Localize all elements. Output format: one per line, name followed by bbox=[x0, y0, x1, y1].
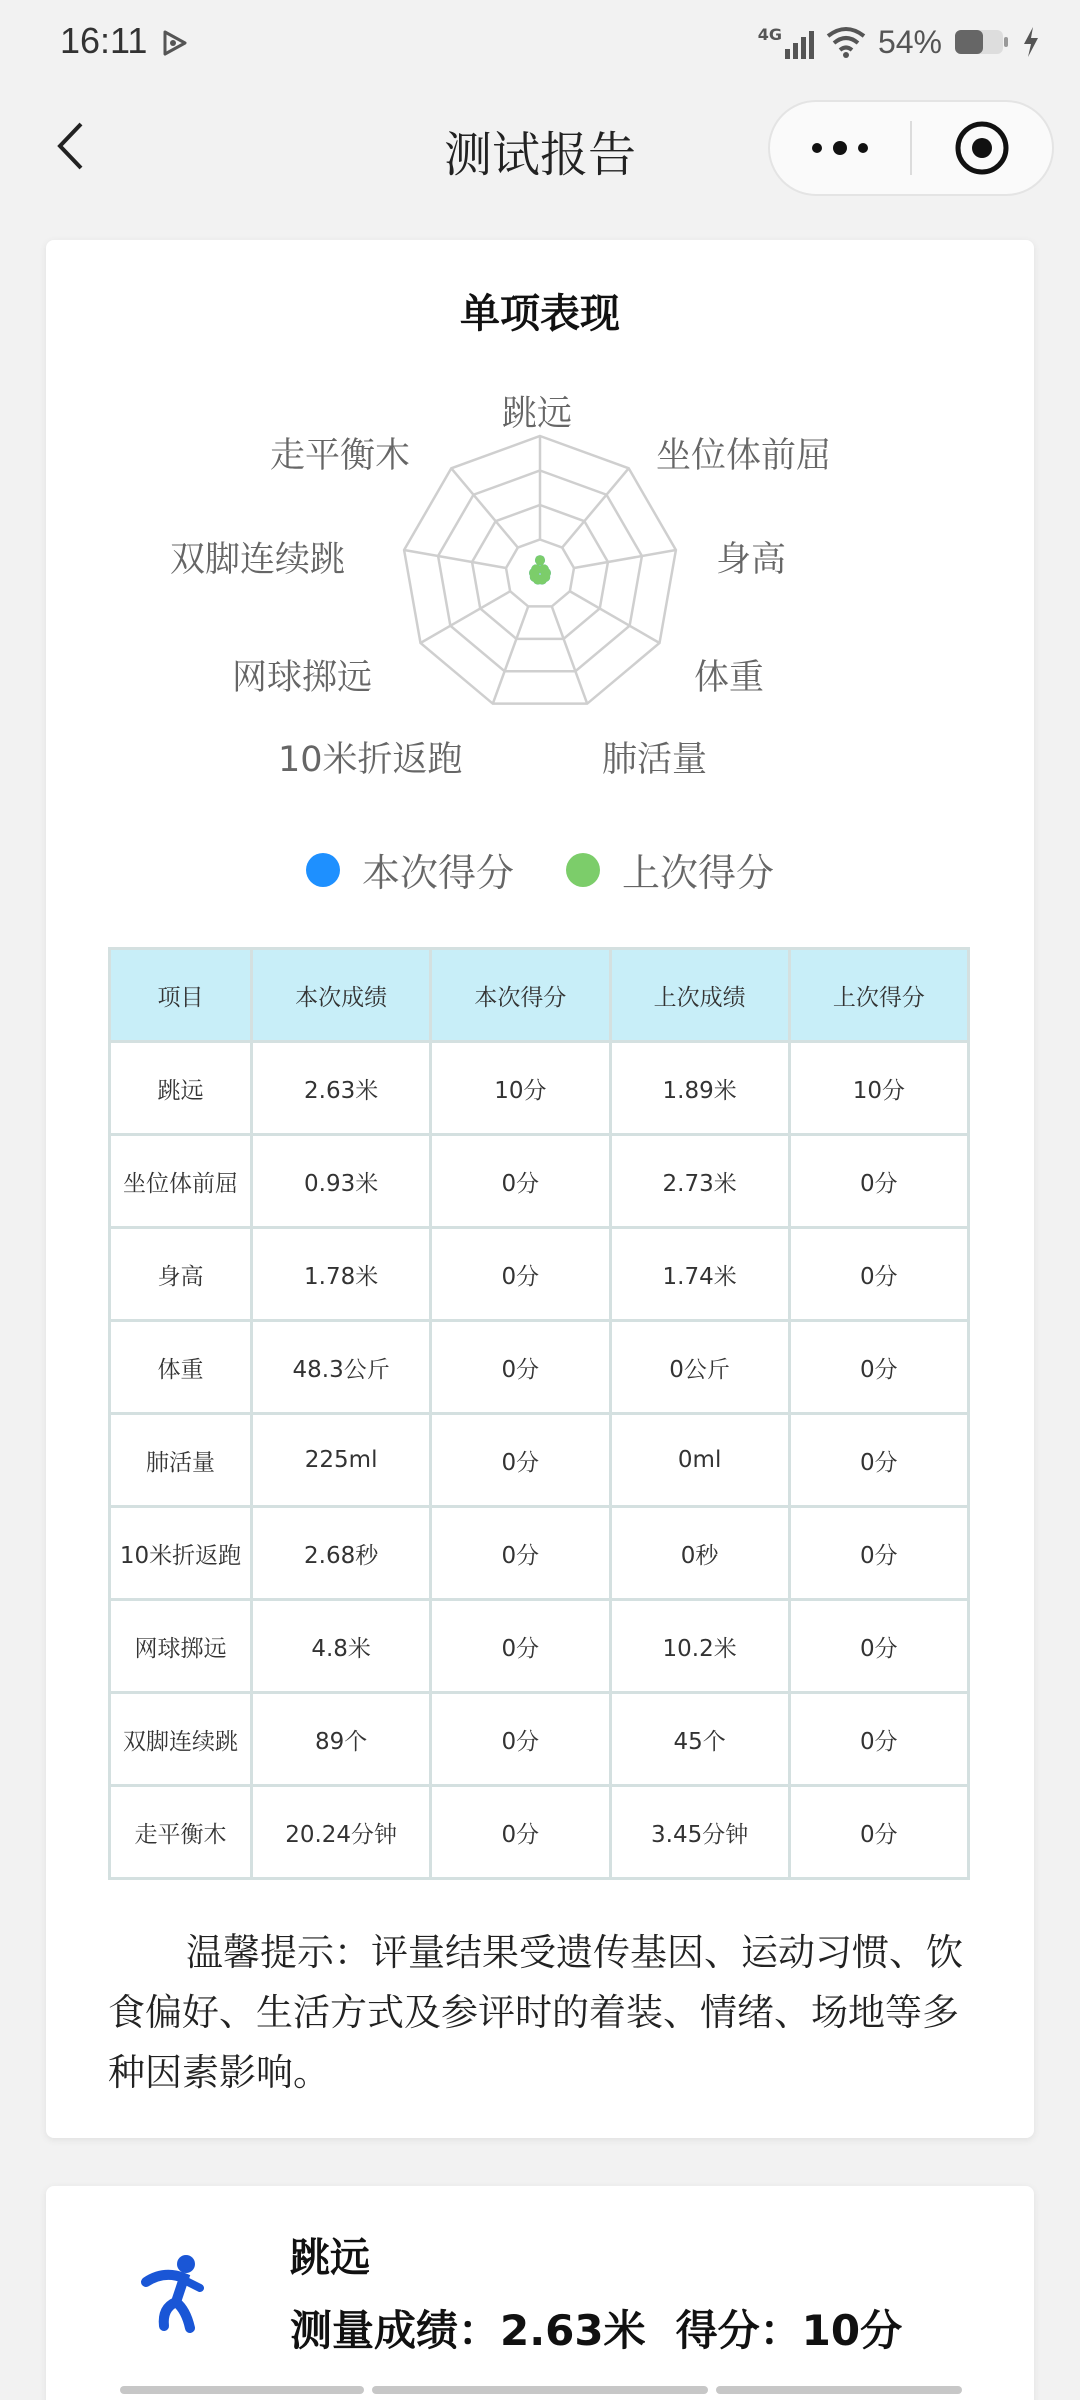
table-cell: 体重 bbox=[110, 1321, 252, 1414]
table-row bbox=[110, 1507, 969, 1600]
table-cell: 0分 bbox=[789, 1507, 968, 1600]
radar-axis bbox=[451, 468, 518, 547]
network-icon bbox=[758, 25, 814, 59]
table-cell: 双脚连续跳 bbox=[110, 1693, 252, 1786]
radar-label: 网球掷远 bbox=[232, 658, 373, 698]
table-cell: 10米折返跑 bbox=[110, 1507, 252, 1600]
table-cell: 45个 bbox=[610, 1693, 789, 1786]
legend-dot-blue bbox=[306, 853, 340, 887]
progress-segment bbox=[372, 2386, 708, 2394]
network-type: 4G bbox=[757, 25, 782, 44]
table-header-row bbox=[110, 949, 969, 1042]
table-cell: 0分 bbox=[431, 1135, 610, 1228]
radar-axis bbox=[574, 550, 676, 568]
radar-axis bbox=[570, 591, 660, 643]
table-cell: 2.68秒 bbox=[252, 1507, 431, 1600]
result-label: 测量成绩：2.63米 bbox=[290, 2306, 646, 2355]
legend-current[interactable] bbox=[306, 842, 514, 897]
performance-card bbox=[46, 240, 1034, 2138]
close-miniprogram-button[interactable] bbox=[912, 100, 1052, 196]
battery-percent: 54% bbox=[877, 23, 942, 60]
radar-axis bbox=[493, 606, 528, 703]
charging-icon bbox=[1022, 26, 1040, 58]
nav-bar bbox=[0, 86, 1080, 212]
wifi-icon bbox=[826, 26, 866, 58]
table-cell: 2.63米 bbox=[252, 1042, 431, 1135]
battery-icon bbox=[954, 27, 1010, 57]
table-cell: 3.45分钟 bbox=[610, 1786, 789, 1879]
progress-segment bbox=[716, 2386, 962, 2394]
radar-axis bbox=[562, 468, 629, 547]
radar-label: 坐位体前屈 bbox=[656, 436, 832, 476]
score-table bbox=[108, 947, 970, 1880]
table-cell: 225ml bbox=[252, 1414, 431, 1507]
table-cell: 0分 bbox=[789, 1786, 968, 1879]
radar-point bbox=[531, 564, 541, 574]
radar-label: 体重 bbox=[694, 658, 765, 698]
table-cell: 0分 bbox=[431, 1228, 610, 1321]
item-detail-card[interactable] bbox=[46, 2186, 1034, 2400]
table-cell: 跳远 bbox=[110, 1042, 252, 1135]
table-header: 上次成绩 bbox=[610, 949, 789, 1042]
card-title: 单项表现 bbox=[460, 291, 620, 337]
radar-label: 10米折返跑 bbox=[278, 740, 463, 780]
radar-label: 跳远 bbox=[502, 394, 573, 434]
table-header: 上次得分 bbox=[789, 949, 968, 1042]
table-row bbox=[110, 1135, 969, 1228]
table-cell: 0ml bbox=[610, 1414, 789, 1507]
table-cell: 1.89米 bbox=[610, 1042, 789, 1135]
table-cell: 0分 bbox=[789, 1228, 968, 1321]
radar-label: 身高 bbox=[716, 540, 787, 580]
table-cell: 89个 bbox=[252, 1693, 431, 1786]
table-cell: 0分 bbox=[789, 1135, 968, 1228]
table-cell: 网球掷远 bbox=[110, 1600, 252, 1693]
table-cell: 20.24分钟 bbox=[252, 1786, 431, 1879]
table-cell: 1.78米 bbox=[252, 1228, 431, 1321]
radar-point bbox=[535, 555, 545, 565]
table-cell: 10.2米 bbox=[610, 1600, 789, 1693]
legend-label: 上次得分 bbox=[622, 851, 775, 895]
item-name: 跳远 bbox=[290, 2235, 370, 2281]
legend-label: 本次得分 bbox=[361, 851, 514, 895]
item-result bbox=[290, 2298, 902, 2358]
page-title: 测试报告 bbox=[443, 127, 636, 183]
progress-segment bbox=[120, 2386, 364, 2394]
table-cell: 0分 bbox=[431, 1786, 610, 1879]
legend-previous[interactable] bbox=[566, 842, 774, 897]
radar-label: 肺活量 bbox=[602, 740, 708, 780]
table-cell: 坐位体前屈 bbox=[110, 1135, 252, 1228]
chart-legend bbox=[46, 842, 1034, 897]
tip-text: 温馨提示：评量结果受遗传基因、运动习惯、饮食偏好、生活方式及参评时的着装、情绪、场地等多种因素影响。 bbox=[108, 1931, 963, 2094]
table-header: 本次得分 bbox=[431, 949, 610, 1042]
status-time: 16:11 bbox=[60, 20, 148, 61]
radar-label: 走平衡木 bbox=[270, 436, 411, 476]
table-cell: 2.73米 bbox=[610, 1135, 789, 1228]
table-cell: 0分 bbox=[431, 1321, 610, 1414]
table-cell: 0分 bbox=[431, 1693, 610, 1786]
status-bar bbox=[0, 0, 1080, 86]
runner-icon bbox=[134, 2252, 214, 2342]
table-row bbox=[110, 1786, 969, 1879]
table-cell: 48.3公斤 bbox=[252, 1321, 431, 1414]
table-cell: 0秒 bbox=[610, 1507, 789, 1600]
mini-program-capsule bbox=[768, 100, 1054, 196]
table-row bbox=[110, 1693, 969, 1786]
table-row bbox=[110, 1321, 969, 1414]
table-cell: 0分 bbox=[431, 1414, 610, 1507]
table-cell: 1.74米 bbox=[610, 1228, 789, 1321]
table-cell: 0.93米 bbox=[252, 1135, 431, 1228]
table-row bbox=[110, 1042, 969, 1135]
table-cell: 10分 bbox=[431, 1042, 610, 1135]
table-row bbox=[110, 1600, 969, 1693]
table-cell: 0分 bbox=[431, 1507, 610, 1600]
radar-axis bbox=[404, 550, 506, 568]
legend-dot-green bbox=[566, 853, 600, 887]
play-icon bbox=[160, 28, 190, 58]
table-cell: 0分 bbox=[431, 1600, 610, 1693]
table-cell: 0分 bbox=[789, 1414, 968, 1507]
table-cell: 0分 bbox=[789, 1693, 968, 1786]
radar-label: 双脚连续跳 bbox=[170, 540, 346, 580]
table-cell: 0公斤 bbox=[610, 1321, 789, 1414]
target-icon bbox=[954, 120, 1010, 176]
table-cell: 4.8米 bbox=[252, 1600, 431, 1693]
table-cell: 10分 bbox=[789, 1042, 968, 1135]
more-button[interactable] bbox=[770, 100, 910, 196]
table-header: 本次成绩 bbox=[252, 949, 431, 1042]
score-label: 得分：10分 bbox=[675, 2306, 903, 2355]
radar-axis bbox=[420, 591, 510, 643]
table-cell: 走平衡木 bbox=[110, 1786, 252, 1879]
radar-axis bbox=[552, 606, 587, 703]
table-cell: 肺活量 bbox=[110, 1414, 252, 1507]
progress-bars bbox=[120, 2386, 962, 2394]
more-dots-icon bbox=[809, 140, 871, 156]
status-icons bbox=[758, 20, 1040, 64]
table-row bbox=[110, 1414, 969, 1507]
table-cell: 身高 bbox=[110, 1228, 252, 1321]
table-row bbox=[110, 1228, 969, 1321]
table-cell: 0分 bbox=[789, 1321, 968, 1414]
table-cell: 0分 bbox=[789, 1600, 968, 1693]
table-header: 项目 bbox=[110, 949, 252, 1042]
